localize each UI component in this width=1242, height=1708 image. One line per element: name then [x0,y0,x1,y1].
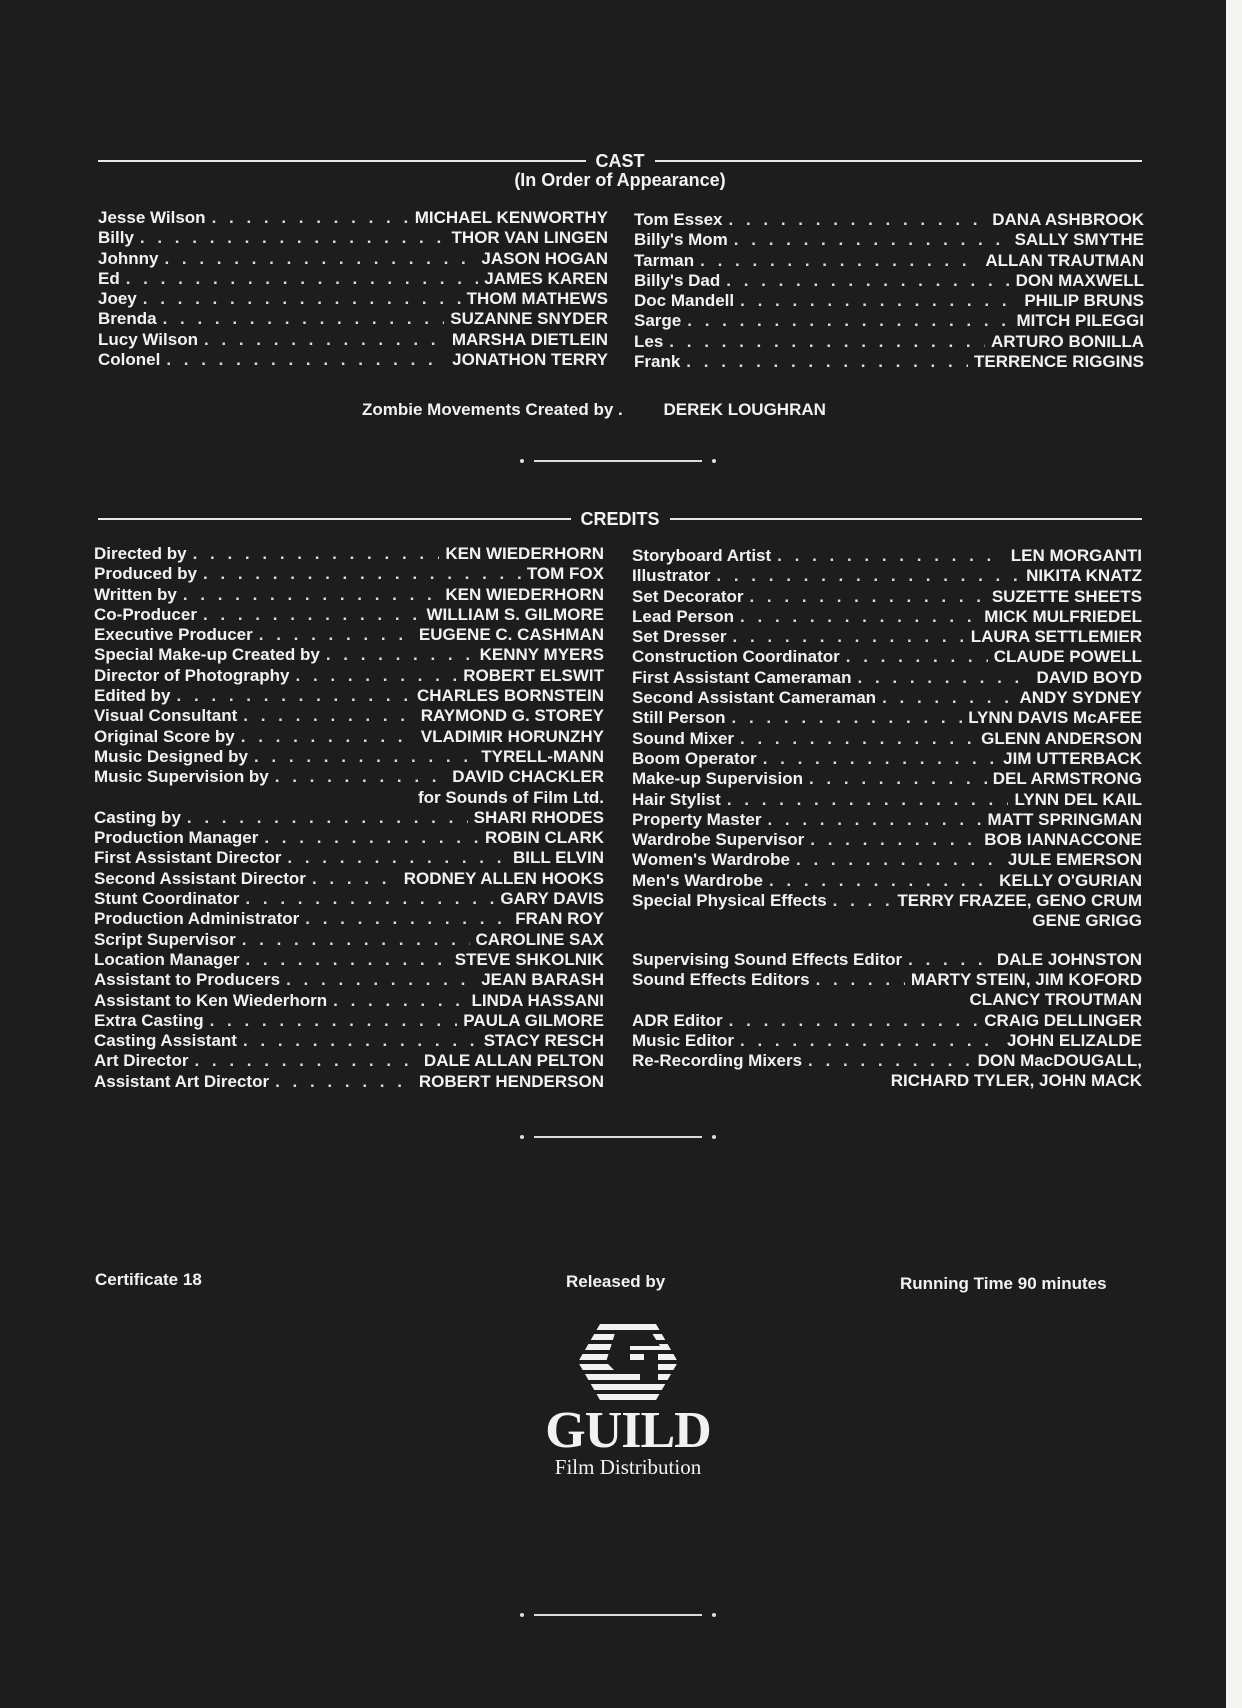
credit-role: Tom Essex [634,210,723,229]
dot-leader [163,309,445,329]
credit-role: Casting by [94,807,181,827]
credit-row [632,769,1142,789]
credit-name: MICHAEL KENWORTHY [414,208,608,227]
credit-name: LYNN DEL KAIL [1014,789,1142,809]
dot-leader [187,808,468,828]
credit-role: Set Dresser [632,627,727,647]
credit-row [94,1011,604,1031]
credit-row [632,1011,1142,1031]
credit-role: Lucy Wilson [98,329,198,349]
credit-role: Doc Mandell [634,291,735,311]
released-by: Released by [566,1272,666,1291]
dot-leader [749,587,985,607]
section-divider [520,1610,716,1620]
credit-name: SALLY SMYTHE [1014,230,1144,250]
credit-name: KENNY MYERS [479,645,604,665]
credit-name: PAULA GILMORE [463,1010,604,1030]
dot-leader [287,848,507,868]
credit-name: STACY RESCH [483,1031,604,1051]
credit-role: Jesse Wilson [98,208,206,227]
credit-name: DEL ARMSTRONG [992,769,1142,789]
credit-role: Special Make-up Created by [94,645,320,665]
credit-name: ALLAN TRAUTMAN [985,250,1144,270]
credit-role: Colonel [98,350,161,370]
credit-role: Edited by [94,686,171,706]
credit-row [94,909,604,929]
credit-role: Make-up Supervision [632,769,803,789]
credit-name: JIM UTTERBACK [1003,748,1142,768]
credit-role: Original Score by [94,726,235,746]
credit-name: RAYMOND G. STOREY [420,706,604,726]
credit-role: Special Physical Effects [632,891,827,911]
credit-name: LEN MORGANTI [1010,546,1142,565]
credit-role: First Assistant Director [94,848,282,868]
dot-leader [796,850,1002,870]
credit-name: STEVE SHKOLNIK [454,949,604,969]
credit-name: ROBIN CLARK [485,828,604,848]
dot-leader [816,970,905,990]
dot-leader [264,828,479,848]
credit-name: DON MAXWELL [1015,270,1144,290]
dot-leader [245,889,494,909]
credit-name: RODNEY ALLEN HOOKS [403,868,604,888]
credit-name: LYNN DAVIS McAFEE [968,708,1142,728]
credit-row [634,271,1144,291]
dot-leader [203,605,420,625]
credit-name: NIKITA KNATZ [1026,566,1142,586]
credit-name: CLAUDE POWELL [993,647,1142,667]
dot-leader [687,311,1010,331]
credit-row [94,585,604,605]
credit-row [632,1031,1142,1051]
dot-leader [810,830,978,850]
dot-leader [254,747,475,767]
credit-row [632,607,1142,627]
credit-role: Billy's Dad [634,270,721,290]
credit-row [94,869,604,889]
credit-name: GLENN ANDERSON [981,728,1142,748]
dot-leader [767,810,981,830]
credit-name: TOM FOX [526,564,604,584]
credit-name: ROBERT ELSWIT [463,665,604,685]
credit-row [94,686,604,706]
credit-row [632,546,1142,566]
credit-row [94,970,604,990]
dot-leader [183,585,440,605]
credit-name: ARTURO BONILLA [991,331,1144,351]
dot-leader [669,332,985,352]
credit-name: FRAN ROY [515,909,604,929]
credit-row [632,830,1142,850]
dot-leader [700,251,979,271]
guild-g-emblem-icon [578,1324,678,1400]
credit-name: DALE JOHNSTON [996,949,1142,969]
credit-name: MATT SPRINGMAN [987,809,1142,829]
dot-leader [259,625,413,645]
credit-name: DALE ALLAN PELTON [423,1051,604,1071]
credit-row [632,708,1142,728]
cast-right-column [634,210,1144,372]
credit-role: Tarman [634,250,695,270]
heading-rule [98,518,571,520]
credit-name: EUGENE C. CASHMAN [418,625,604,645]
heading-rule [655,160,1143,162]
dot-leader [243,1031,478,1051]
credit-name: JASON HOGAN [481,248,608,268]
credit-name: TERRY FRAZEE, GENO CRUM [897,891,1142,911]
credit-name: KELLY O'GURIAN [999,870,1142,890]
credit-row [98,309,608,329]
credit-name: LINDA HASSANI [471,990,604,1010]
dot-leader [286,970,475,990]
credit-role: Written by [94,584,177,604]
credit-role: Co-Producer [94,604,197,624]
credit-row [632,810,1142,830]
guild-wordmark: GUILD [545,1402,711,1459]
dot-leader [326,645,474,665]
section-divider [520,456,716,466]
credit-row [94,828,604,848]
credit-row [632,749,1142,769]
credit-row [94,564,604,584]
zombie-name: DEREK LOUGHRAN [663,400,826,419]
credits-left-column [94,544,604,1092]
credit-role: Hair Stylist [632,789,721,809]
credit-role: Storyboard Artist [632,546,772,565]
dot-leader [882,688,1013,708]
credit-name-continuation: CLANCY TROUTMAN [969,990,1142,1010]
credit-row [94,544,604,564]
credit-row [634,332,1144,352]
credits-title: CREDITS [580,508,660,529]
credit-name-continuation: for Sounds of Film Ltd. [417,787,604,807]
credit-name: MARTY STEIN, JIM KOFORD [910,969,1142,989]
credit-row [98,228,608,248]
credit-name: CHARLES BORNSTEIN [416,686,604,706]
credit-role: Sound Mixer [632,728,735,748]
credit-role: Property Master [632,809,762,829]
credit-role: Boom Operator [632,748,757,768]
certificate: Certificate 18 [95,1270,202,1289]
credit-name: ROBERT HENDERSON [418,1071,604,1091]
dot-leader [846,647,988,667]
credit-row [98,350,608,370]
credit-row [632,566,1142,586]
credit-name: CAROLINE SAX [475,929,604,949]
dot-leader [809,769,987,789]
credit-row [632,871,1142,891]
credit-name: CRAIG DELLINGER [984,1010,1142,1030]
credit-row [94,930,604,950]
guild-logo [528,1324,728,1480]
credit-name: BILL ELVIN [513,848,604,868]
credit-role: Script Supervisor [94,929,236,949]
dot-leader [204,330,446,350]
credit-name: TYRELL-MANN [481,746,604,766]
credit-name: VLADIMIR HORUNZHY [420,726,604,746]
credit-row [632,688,1142,708]
credit-row [94,1051,604,1071]
credit-name: DON MacDOUGALL, [977,1051,1142,1071]
credit-role: Second Assistant Director [94,868,306,888]
credit-name: JONATHON TERRY [452,350,608,370]
credit-row [634,291,1144,311]
credit-role: Assistant to Producers [94,970,281,990]
dot-leader [769,871,993,891]
credit-name: DAVID BOYD [1036,667,1142,687]
credit-role: Executive Producer [94,625,253,645]
credit-role: Location Manager [94,949,240,969]
dot-leader [166,350,446,370]
dot-leader [726,271,1009,291]
dot-leader [763,749,997,769]
credit-role: Billy [98,228,134,248]
dot-leader [727,790,1009,810]
credit-role: Produced by [94,564,197,584]
credit-row [632,587,1142,607]
dot-leader [126,269,479,289]
credit-row [94,645,604,665]
credit-name: SUZANNE SNYDER [450,309,608,329]
credit-role: Assistant Art Director [94,1071,270,1091]
dot-leader [312,869,398,889]
guild-subtitle: Film Distribution [554,1455,702,1479]
credit-role: Lead Person [632,606,735,626]
credit-role: Construction Coordinator [632,647,840,667]
credit-role: Art Director [94,1051,189,1071]
credit-name-continuation: GENE GRIGG [1032,911,1142,931]
credit-row [98,330,608,350]
credit-row [98,208,608,228]
cast-title: CAST [595,150,645,171]
credit-role: Sound Effects Editors [632,969,810,989]
credit-role: ADR Editor [632,1010,723,1030]
credit-name: DANA ASHBROOK [992,210,1144,229]
credit-name: ANDY SYDNEY [1019,688,1142,708]
heading-rule [670,518,1143,520]
credit-name: MARSHA DIETLEIN [451,329,608,349]
credit-row [94,950,604,970]
cast-subtitle: (In Order of Appearance) [514,170,726,190]
dot-leader [203,564,521,584]
credit-row [94,605,604,625]
credit-row [634,352,1144,372]
dot-leader [177,686,411,706]
credit-role: Joey [98,289,137,309]
credit-role: Wardrobe Supervisor [632,830,805,850]
credit-role: Men's Wardrobe [632,870,763,890]
credits-heading [98,504,1142,534]
credit-role: Music Designed by [94,746,248,766]
credit-row [632,627,1142,647]
credit-row [632,850,1142,870]
credit-row [94,767,604,787]
credit-role: Casting Assistant [94,1031,237,1051]
dot-leader [716,566,1020,586]
dot-leader [305,909,509,929]
credit-name: WILLIAM S. GILMORE [426,604,604,624]
credit-role: Second Assistant Cameraman [632,688,877,708]
dot-leader [242,930,470,950]
credit-row [632,668,1142,688]
dot-leader [333,991,465,1011]
credit-role: Extra Casting [94,1010,204,1030]
credit-name: JAMES KAREN [484,268,608,288]
dot-leader [143,289,461,309]
dot-leader [245,950,448,970]
dot-leader [908,950,991,970]
dot-leader [740,729,975,749]
dot-leader [732,708,963,728]
credit-name: MICK MULFRIEDEL [984,606,1142,626]
credit-row [632,950,1142,970]
dot-leader [740,607,978,627]
credit-row [94,625,604,645]
dot-leader [740,291,1018,311]
credit-row [94,1031,604,1051]
credit-row [94,848,604,868]
dot-leader [164,249,475,269]
credit-row [634,311,1144,331]
dot-leader [275,1072,413,1092]
credit-row [94,706,604,726]
heading-rule [98,160,586,162]
dot-leader [194,1051,417,1071]
credit-name: LAURA SETTLEMIER [970,627,1142,647]
credit-row [94,666,604,686]
credit-name-continuation: RICHARD TYLER, JOHN MACK [890,1071,1142,1091]
credit-name: DAVID CHACKLER [452,767,604,787]
credit-row [632,729,1142,749]
zombie-movements-line [362,400,826,420]
credit-row [98,269,608,289]
dot-leader [275,767,446,787]
dot-leader [241,727,415,747]
credit-role: Production Administrator [94,909,300,929]
credit-role: Production Manager [94,828,259,848]
credit-role: Music Editor [632,1030,735,1050]
credit-name: SUZETTE SHEETS [991,586,1142,606]
dot-leader [686,352,968,372]
dot-leader [777,546,1005,566]
credit-row [632,891,1142,911]
credit-role: Assistant to Ken Wiederhorn [94,990,328,1010]
dot-leader [740,1031,1001,1051]
dot-leader [734,230,1009,250]
credit-row [632,790,1142,810]
dot-leader [808,1051,972,1071]
section-divider [520,1132,716,1142]
dot-leader [193,544,440,564]
credit-role: First Assistant Cameraman [632,667,852,687]
credit-row [94,727,604,747]
credit-role: Set Decorator [632,586,744,606]
credit-row [632,647,1142,667]
dot-leader [729,1011,979,1031]
credit-name: KEN WIEDERHORN [445,544,604,563]
credit-name: THOM MATHEWS [466,289,608,309]
dot-leader [858,668,1031,688]
credit-row [632,970,1142,990]
credit-role: Ed [98,268,120,288]
credit-row [94,991,604,1011]
credit-role: Frank [634,352,681,372]
credit-row [94,1072,604,1092]
credit-role: Visual Consultant [94,706,238,726]
credit-role: Music Supervision by [94,767,269,787]
credit-name: PHILIP BRUNS [1024,291,1144,311]
dot-leader [140,228,446,248]
credit-row [634,210,1144,230]
dot-leader [833,891,892,911]
credit-name: TERRENCE RIGGINS [973,352,1144,372]
credit-role: Still Person [632,708,726,728]
credit-role: Re-Recording Mixers [632,1051,803,1071]
credit-role: Billy's Mom [634,230,728,250]
dot-leader [733,627,965,647]
credit-role: Women's Wardrobe [632,850,791,870]
credit-row [94,747,604,767]
dot-leader [729,210,987,230]
running-time: Running Time 90 minutes [900,1274,1107,1293]
credit-name: JOHN ELIZALDE [1006,1030,1142,1050]
credit-name: MITCH PILEGGI [1016,311,1144,331]
credit-name: BOB IANNACCONE [984,830,1142,850]
cast-left-column [98,208,608,370]
credit-row [632,1051,1142,1071]
credits-right-column [632,546,1142,1092]
credit-role: Director of Photography [94,665,290,685]
credit-role: Sarge [634,311,682,331]
credit-role: Brenda [98,309,157,329]
credit-role: Supervising Sound Effects Editor [632,949,903,969]
credit-name: KEN WIEDERHORN [445,584,604,604]
credit-name: JULE EMERSON [1007,850,1142,870]
dot-leader [210,1011,458,1031]
credit-role: Johnny [98,248,159,268]
credit-name: SHARI RHODES [473,807,604,827]
dot-leader [243,706,414,726]
credit-role: Directed by [94,544,187,563]
credit-row [634,251,1144,271]
credit-row [98,249,608,269]
credit-role: Stunt Coordinator [94,889,240,909]
credit-row [94,808,604,828]
credit-name: GARY DAVIS [500,889,604,909]
credit-name: THOR VAN LINGEN [451,228,608,248]
credit-role: Les [634,331,664,351]
zombie-label: Zombie Movements Created by . [362,400,623,419]
credit-row [98,289,608,309]
credit-role: Illustrator [632,566,711,586]
credit-row [634,230,1144,250]
dot-leader [296,666,458,686]
dot-leader [212,208,409,228]
credit-row [94,889,604,909]
credit-name: JEAN BARASH [481,970,604,990]
